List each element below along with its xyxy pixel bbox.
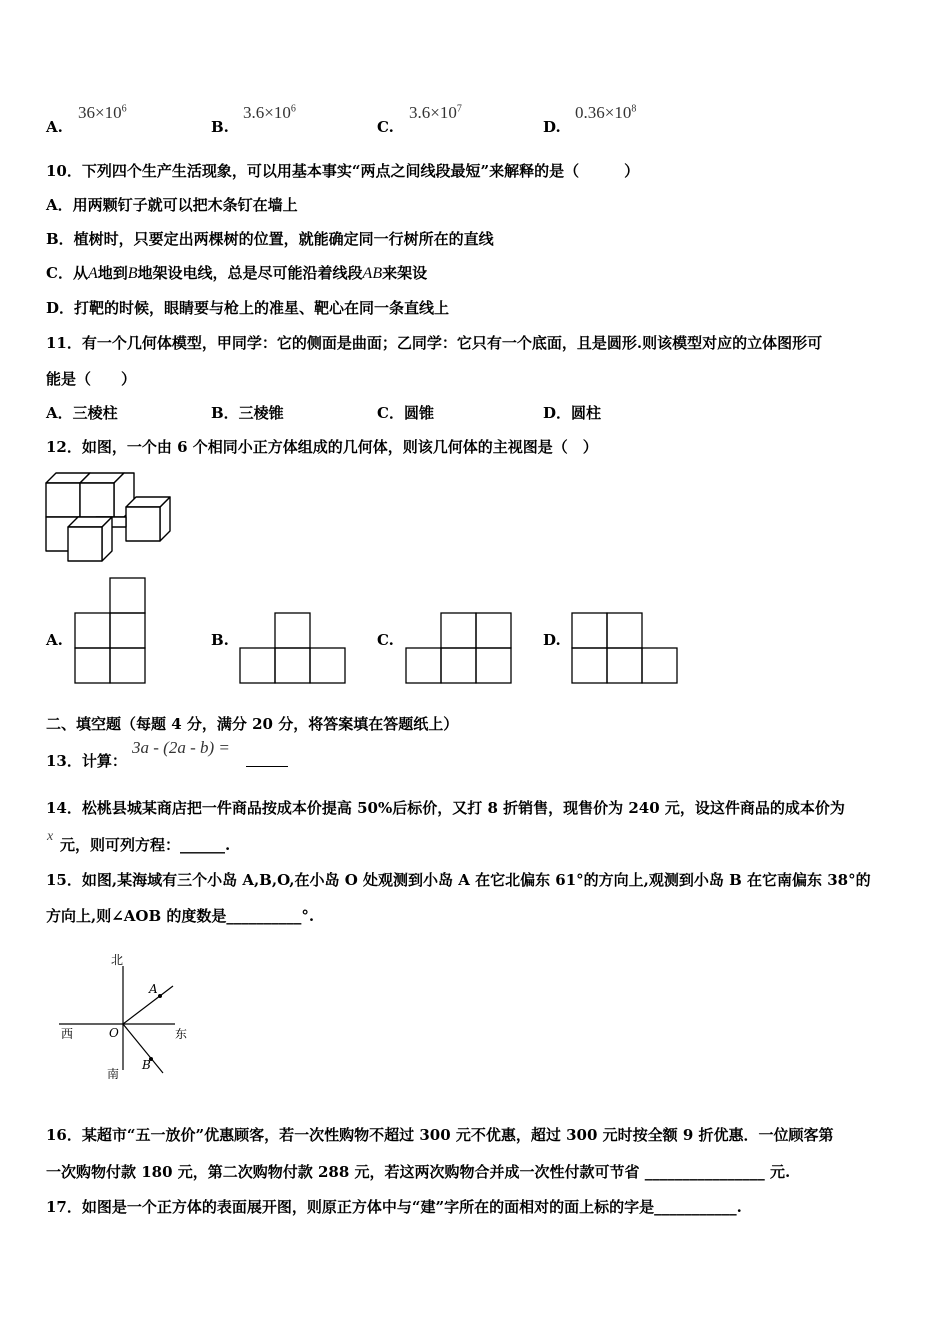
q13-answer-blank	[246, 766, 288, 767]
q12-option-b-letter: B.	[211, 631, 229, 649]
q11-option-b: B．三棱锥	[211, 404, 284, 422]
q9-option-d-expr: $0.36\times 10^8$	[575, 103, 637, 122]
q15-label-a: A	[149, 982, 158, 996]
q10-option-c: C．从A地到B地架设电线，总是尽可能沿着线段AB来架设	[46, 264, 428, 282]
q15-label-south: 南	[107, 1067, 120, 1081]
q12-option-c-letter: C.	[377, 631, 394, 649]
q10-stem: 10．下列四个生产生活现象，可以用基本事实“两点之间线段最短”来解释的是（ ）	[46, 162, 640, 180]
q12-stem: 12．如图，一个由 6 个相同小正方体组成的几何体，则该几何体的主视图是（ ）	[46, 438, 598, 456]
q9-option-d-letter: D.	[543, 118, 561, 136]
q15-label-north: 北	[111, 953, 124, 967]
q10-option-a: A．用两颗钉子就可以把木条钉在墙上	[46, 196, 298, 214]
q11-stem-line2: 能是（ ）	[46, 370, 137, 388]
q14-variable: x	[47, 829, 54, 844]
q15-label-b: B	[142, 1058, 151, 1072]
q15-label-west: 西	[61, 1027, 74, 1041]
q11-option-a: A．三棱柱	[46, 404, 118, 422]
q14-line2: 元，则可列方程：______.	[60, 836, 231, 854]
q9-option-b-letter: B.	[211, 118, 229, 136]
q11-option-c: C．圆锥	[377, 404, 434, 422]
q9-option-b-expr: $3.6\times 10^6$	[243, 103, 296, 122]
q12-option-a-view	[74, 577, 146, 685]
q12-option-c-view	[405, 612, 513, 685]
q10-option-b: B．植树时，只要定出两棵树的位置，就能确定同一行树所在的直线	[46, 230, 494, 248]
q10-option-d: D．打靶的时候，眼睛要与枪上的准星、靶心在同一条直线上	[46, 299, 450, 317]
section-2-title: 二、填空题（每题 4 分，满分 20 分，将答案填在答题纸上）	[46, 715, 459, 733]
q15-direction-figure	[55, 948, 205, 1088]
q9-option-a-letter: A.	[46, 118, 63, 136]
q15-label-east: 东	[175, 1027, 188, 1041]
q15-line2: 方向上,则∠AOB 的度数是__________°.	[46, 907, 315, 925]
q9-option-c-expr: $3.6\times 10^7$	[409, 103, 462, 122]
q15-point-a-dot	[158, 994, 162, 998]
q15-line1: 15．如图,某海域有三个小岛 A,B,O,在小岛 O 处观测到小岛 A 在它北偏东 61°的方向上,观测到小岛 B 在它南偏东 38°的	[46, 871, 871, 889]
q11-option-d: D．圆柱	[543, 404, 602, 422]
q9-option-a-expr: $36\times 10^6$	[78, 103, 127, 122]
q9-option-c-letter: C.	[377, 118, 394, 136]
q13-expression: 3a - (2a - b) =	[132, 738, 230, 757]
q12-option-d-view	[571, 612, 679, 685]
q11-stem-line1: 11．有一个几何体模型，甲同学：它的侧面是曲面；乙同学：它只有一个底面，且是圆形.则该模型对应的立体图形可	[46, 334, 823, 352]
q16-line1: 16．某超市“五一放价”优惠顾客，若一次性购物不超过 300 元不优惠，超过 300 元时按全额 9 折优惠．一位顾客第	[46, 1126, 834, 1144]
q12-option-a-letter: A.	[46, 631, 63, 649]
q15-label-o: O	[109, 1026, 119, 1040]
q12-option-b-view	[239, 612, 347, 685]
q16-line2: 一次购物付款 180 元，第二次购物付款 288 元，若这两次购物合并成一次性付款可节省 ________________ 元.	[46, 1163, 791, 1181]
q14-line1: 14．松桃县城某商店把一件商品按成本价提高 50%后标价，又打 8 折销售，现售价为 240 元，设这件商品的成本价为	[46, 799, 845, 817]
q12-option-d-letter: D.	[543, 631, 561, 649]
q12-cube-figure	[40, 465, 180, 570]
q13-label: 13．计算：	[46, 752, 127, 770]
q17-line1: 17．如图是一个正方体的表面展开图，则原正方体中与“建”字所在的面相对的面上标的字是___________.	[46, 1198, 742, 1216]
